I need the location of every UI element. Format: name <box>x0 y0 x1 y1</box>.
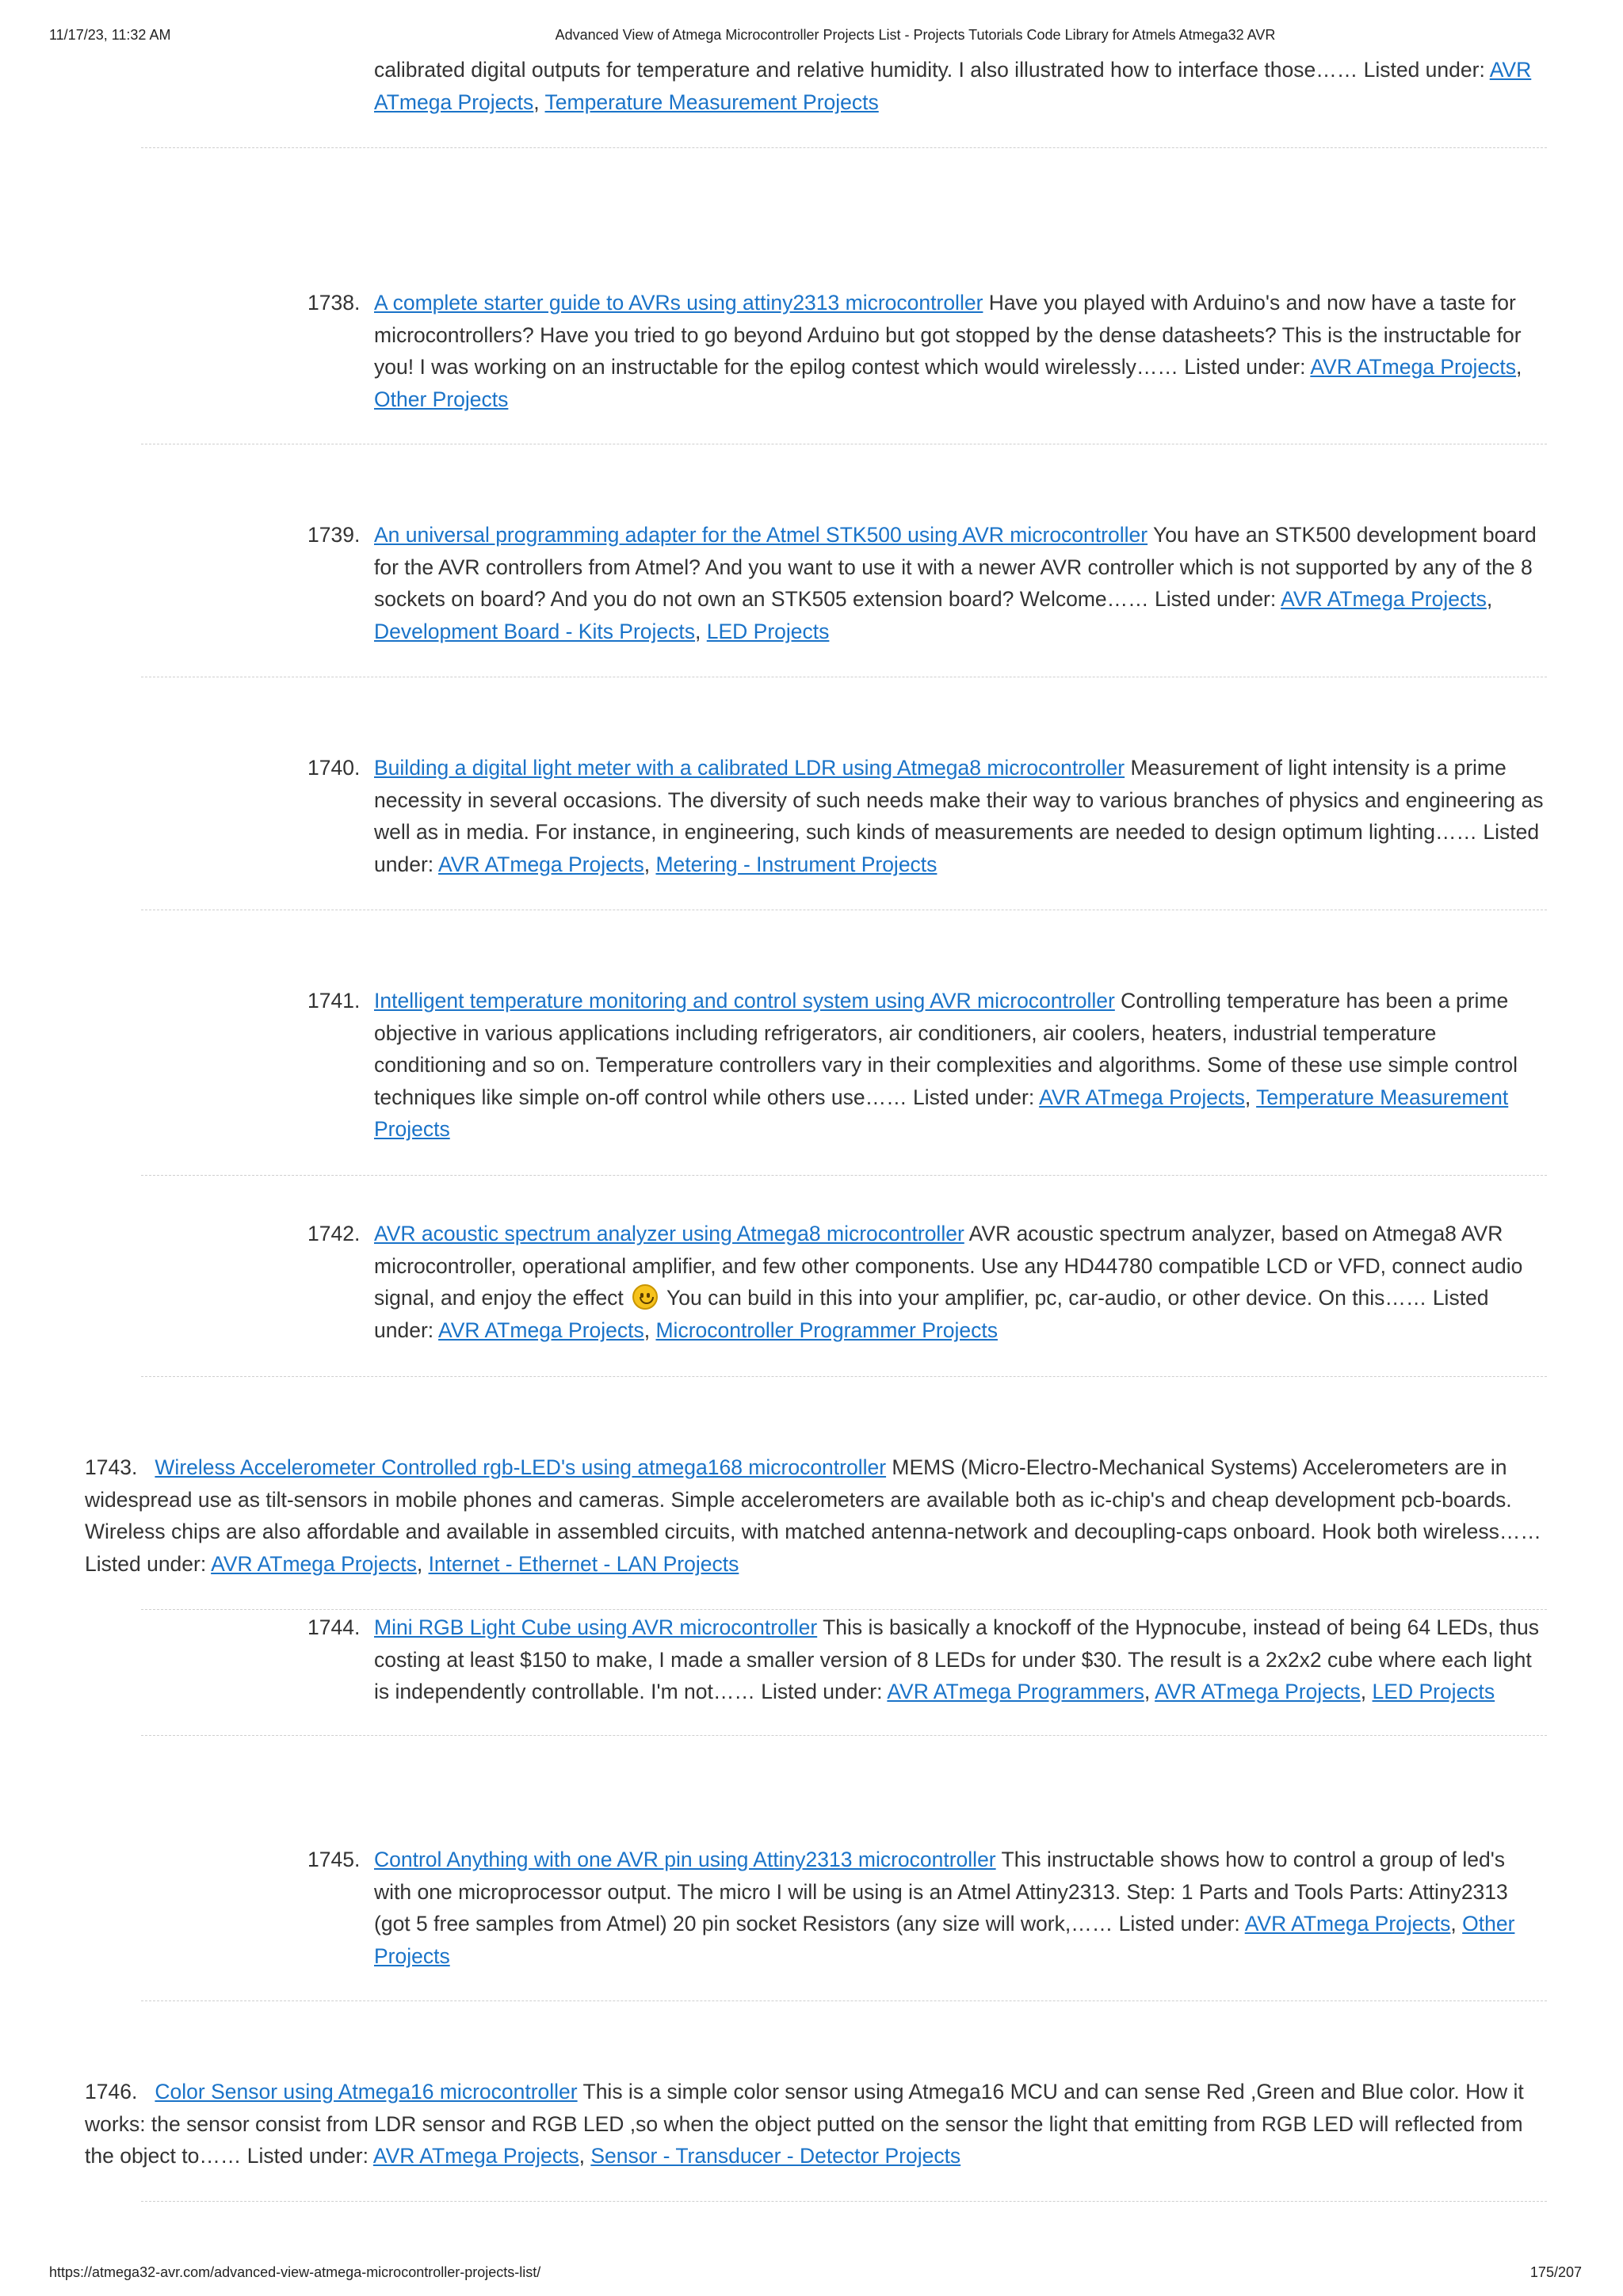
entry-description: Measurement of light intensity is a prime necessity in several occasions. The diversity of such needs make their way to various branches of physics and engineering as well as in media. For instance, in engineering, such kinds of measurements are needed to design optimum lighting…… <box>374 756 1544 844</box>
entry-description: Controlling temperature has been a prime objective in various applications including refrigerators, air conditioners, air coolers, heaters, industrial temperature conditioning and so on. Temperature controllers vary in their complexities and algorithms. Some of these use simple control techniques like simple on-off control while others use…… <box>374 989 1518 1109</box>
tag-link[interactable]: AVR ATmega Projects <box>438 852 644 876</box>
tag-link[interactable]: Temperature Measurement Projects <box>374 1085 1509 1141</box>
entry-description: This is a simple color sensor using Atmega16 MCU and can sense Red ,Green and Blue color. How it works: the sensor consist from LDR sensor and RGB LED ,so when the object putted on the sensor the light that emitting from RGB LED will reflected from the object to…… <box>85 2080 1524 2168</box>
list-item: 1746. Color Sensor using Atmega16 microcontroller This is a simple color sensor using Atmega16 MCU and can sense Red ,Green and Blue color. How it works: the sensor consist from LDR sensor and RGB LED ,so when the object putted on the sensor the light that emitting from RGB LED will reflected from the object to…… Listed under: AVR ATmega Projects, Sensor - Transducer - Detector Projects <box>85 2080 1524 2168</box>
tag-link[interactable]: Other Projects <box>374 1912 1515 1968</box>
page-number <box>41 2264 1623 2281</box>
project-title-link[interactable]: AVR acoustic spectrum analyzer using Atmega8 microcontroller <box>374 1222 964 1245</box>
project-title-link[interactable]: An universal programming adapter for the Atmel STK500 using AVR microcontroller <box>374 523 1148 547</box>
tag-link[interactable]: AVR ATmega Projects <box>1281 587 1487 611</box>
entry-divider <box>141 1175 1547 1176</box>
project-title-link[interactable]: Building a digital light meter with a calibrated LDR using Atmega8 microcontroller <box>374 756 1125 780</box>
listed-under-label: Listed under: <box>1184 355 1311 379</box>
entry-description: This instructable shows how to control a group of led's with one microprocessor output. The micro I will be using is an Atmel Attiny2313. Step: 1 Parts and Tools Parts: Attiny2313 (got 5 free samples from Atmel) 20 pin socket Resistors (any size will work,…… <box>374 1848 1508 1936</box>
list-item: 1738. A complete starter guide to AVRs using attiny2313 microcontroller Have you played with Arduino's and now have a taste for microcontrollers? Have you tried to go beyond Arduino but got stopped by the dense datasheets? This is the instructable for you! I was working on an instructable for the epilog contest which would wirelessly…… Listed under: AVR ATmega Projects, Other Projects <box>374 287 1547 415</box>
tag-link[interactable]: AVR ATmega Projects <box>1244 1912 1451 1936</box>
item-number: 1744. <box>307 1615 361 1639</box>
tag-link[interactable]: Sensor - Transducer - Detector Projects <box>590 2144 961 2168</box>
list-item: 1739. An universal programming adapter for the Atmel STK500 using AVR microcontroller You have an STK500 development board for the AVR controllers from Atmel? And you want to use it with a newer AVR controller which is not supported by any of the 8 sockets on board? And you do not own an STK505 extension board? Welcome…… Listed under: AVR ATmega Projects, Development Board - Kits Projects, LED Projects <box>374 519 1547 647</box>
tag-link[interactable]: Temperature Measurement Projects <box>544 90 879 114</box>
project-title-link[interactable]: Control Anything with one AVR pin using Attiny2313 microcontroller <box>374 1848 996 1871</box>
tag-link[interactable]: AVR ATmega Projects <box>374 58 1532 114</box>
tag-link[interactable]: AVR ATmega Projects <box>372 2144 579 2168</box>
entry-divider <box>141 1735 1547 1736</box>
item-number: 1745. <box>307 1848 361 1871</box>
item-number: 1742. <box>307 1222 361 1245</box>
listed-under-label: Listed under: <box>374 820 1540 876</box>
project-title-link[interactable]: Color Sensor using Atmega16 microcontroller <box>155 2080 578 2103</box>
entry-divider <box>141 2000 1547 2001</box>
list-item: 1745. Control Anything with one AVR pin using Attiny2313 microcontroller This instructable shows how to control a group of led's with one microprocessor output. The micro I will be using is an Atmel Attiny2313. Step: 1 Parts and Tools Parts: Attiny2313 (got 5 free samples from Atmel) 20 pin socket Resistors (any size will work,…… Listed under: AVR ATmega Projects, Other Projects <box>374 1844 1547 1972</box>
listed-under-label: Listed under: <box>246 2144 373 2168</box>
smiley-icon <box>632 1284 658 1310</box>
entry-description: Have you played with Arduino's and now have a taste for microcontrollers? Have you tried to go beyond Arduino but got stopped by the dense datasheets? This is the instructable for you! I was working on an instructable for the epilog contest which would wirelessly…… <box>374 291 1522 379</box>
project-title-link[interactable]: Wireless Accelerometer Controlled rgb-LED's using atmega168 microcontroller <box>155 1455 887 1479</box>
list-item: 1744. Mini RGB Light Cube using AVR microcontroller This is basically a knockoff of the Hypnocube, instead of being 64 LEDs, thus costing at least $150 to make, I made a smaller version of 8 LEDs for under $30. The result is a 2x2x2 cube where each light is independently controllable. I'm not…… Listed under: AVR ATmega Programmers, AVR ATmega Projects, LED Projects <box>374 1611 1547 1708</box>
tag-link[interactable]: AVR ATmega Projects <box>1310 355 1517 379</box>
tag-link[interactable]: LED Projects <box>1372 1680 1495 1703</box>
entry-description: AVR acoustic spectrum analyzer, based on Atmega8 AVR microcontroller, operational amplifier, and few other components. Use any HD44780 compatible LCD or VFD, connect audio signal, and enjoy the effect <box>374 1222 1523 1310</box>
entry-divider <box>141 2201 1547 2202</box>
tag-link[interactable]: AVR ATmega Programmers <box>887 1680 1144 1703</box>
continued-entry: calibrated digital outputs for temperature and relative humidity. I also illustrated how to interface those…… Listed under: AVR ATmega Projects, Temperature Measurement Projects <box>374 58 1532 114</box>
listed-under-label: Listed under: <box>1155 587 1281 611</box>
item-number: 1743. <box>85 1455 138 1479</box>
tag-link[interactable]: AVR ATmega Projects <box>211 1551 417 1576</box>
listed-under-label: Listed under: <box>761 1680 888 1703</box>
entry-description: This is basically a knockoff of the Hypnocube, instead of being 64 LEDs, thus costing at least $150 to make, I made a smaller version of 8 LEDs for under $30. The result is a 2x2x2 cube where each light is independently controllable. I'm not…… <box>374 1615 1540 1703</box>
tag-link[interactable]: Development Board - Kits Projects <box>374 619 696 643</box>
entry-description: You have an STK500 development board for the AVR controllers from Atmel? And you want to use it with a newer AVR controller which is not supported by any of the 8 sockets on board? And you do not own an STK505 extension board? Welcome…… <box>374 523 1537 611</box>
page-url: https://atmega32-avr.com/advanced-view-atmega-microcontroller-projects-list/ <box>49 2264 541 2280</box>
entry-divider <box>141 1376 1547 1377</box>
listed-under-label: Listed under: <box>913 1085 1040 1109</box>
tag-link[interactable]: Metering - Instrument Projects <box>655 852 938 876</box>
project-title-link[interactable]: A complete starter guide to AVRs using attiny2313 microcontroller <box>374 291 983 315</box>
item-number: 1746. <box>85 2080 138 2103</box>
project-title-link[interactable]: Mini RGB Light Cube using AVR microcontroller <box>374 1615 818 1639</box>
tag-link[interactable]: Microcontroller Programmer Projects <box>655 1318 998 1342</box>
list-item: 1740. Building a digital light meter with a calibrated LDR using Atmega8 microcontroller Measurement of light intensity is a prime necessity in several occasions. The diversity of such needs make their way to various branches of physics and engineering as well as in media. For instance, in engineering, such kinds of measurements are needed to design optimum lighting…… Listed under: AVR ATmega Projects, Metering - Instrument Projects <box>374 752 1547 880</box>
listed-under-label: Listed under: <box>85 1551 212 1576</box>
list-item: 1742. AVR acoustic spectrum analyzer using Atmega8 microcontroller AVR acoustic spectrum analyzer, based on Atmega8 AVR microcontroller, operational amplifier, and few other components. Use any HD44780 compatible LCD or VFD, connect audio signal, and enjoy the effect You can build in this into your amplifier, pc, car-audio, or other device. On this…… Listed under: AVR ATmega Projects, Microcontroller Programmer Projects <box>374 1218 1547 1346</box>
tag-link[interactable]: AVR ATmega Projects <box>438 1318 644 1342</box>
item-number: 1740. <box>307 756 361 780</box>
entry-description: calibrated digital outputs for temperature and relative humidity. I also illustrated how to interface those…… Listed under: <box>374 58 1490 82</box>
entry-divider <box>141 147 1547 148</box>
entry-description: You can build in this into your amplifier, pc, car-audio, or other device. On this…… <box>661 1286 1433 1310</box>
listed-under-label: Listed under: <box>374 1286 1489 1342</box>
tag-link[interactable]: AVR ATmega Projects <box>1155 1680 1361 1703</box>
tag-link[interactable]: Internet - Ethernet - LAN Projects <box>428 1551 739 1576</box>
list-item: 1743. Wireless Accelerometer Controlled rgb-LED's using atmega168 microcontroller MEMS (Micro-Electro-Mechanical Systems) Accelerometers are in widespread use as tilt-sensors in mobile phones and cameras. Simple accelerometers are available both as ic-chip's and cheap development pcb-boards. Wireless chips are also affordable and available in assembled circuits, with matched antenna-network and decoupling-caps onboard. Hook both wireless…… Listed under: AVR ATmega Projects, Internet - Ethernet - LAN Projects <box>85 1455 1541 1576</box>
item-number: 1738. <box>307 291 361 315</box>
entry-divider <box>141 1609 1547 1610</box>
tag-link[interactable]: AVR ATmega Projects <box>1039 1085 1245 1109</box>
listed-under-label: Listed under: <box>1118 1912 1245 1936</box>
page-title: Advanced View of Atmega Microcontroller Projects List - Projects Tutorials Code Library for Atmels Atmega32 AVR <box>555 27 1276 43</box>
item-number: 1741. <box>307 989 361 1013</box>
tag-link[interactable]: LED Projects <box>706 619 830 643</box>
item-number: 1739. <box>307 523 361 547</box>
print-datetime: 11/17/23, 11:32 AM <box>49 27 171 43</box>
page-number-text: 175/207 <box>1529 2264 1582 2280</box>
entry-description: MEMS (Micro-Electro-Mechanical Systems) Accelerometers are in widespread use as tilt-sensors in mobile phones and cameras. Simple accelerometers are available both as ic-chip's and cheap development pcb-boards. Wireless chips are also affordable and available in assembled circuits, with matched antenna-network and decoupling-caps onboard. Hook both wireless…… <box>85 1455 1541 1543</box>
list-item: 1741. Intelligent temperature monitoring and control system using AVR microcontroller Controlling temperature has been a prime objective in various applications including refrigerators, air conditioners, air coolers, heaters, industrial temperature conditioning and so on. Temperature controllers vary in their complexities and algorithms. Some of these use simple control techniques like simple on-off control while others use…… Listed under: AVR ATmega Projects, Temperature Measurement Projects <box>374 985 1547 1146</box>
tag-link[interactable]: Other Projects <box>374 387 509 411</box>
project-title-link[interactable]: Intelligent temperature monitoring and control system using AVR microcontroller <box>374 989 1115 1013</box>
